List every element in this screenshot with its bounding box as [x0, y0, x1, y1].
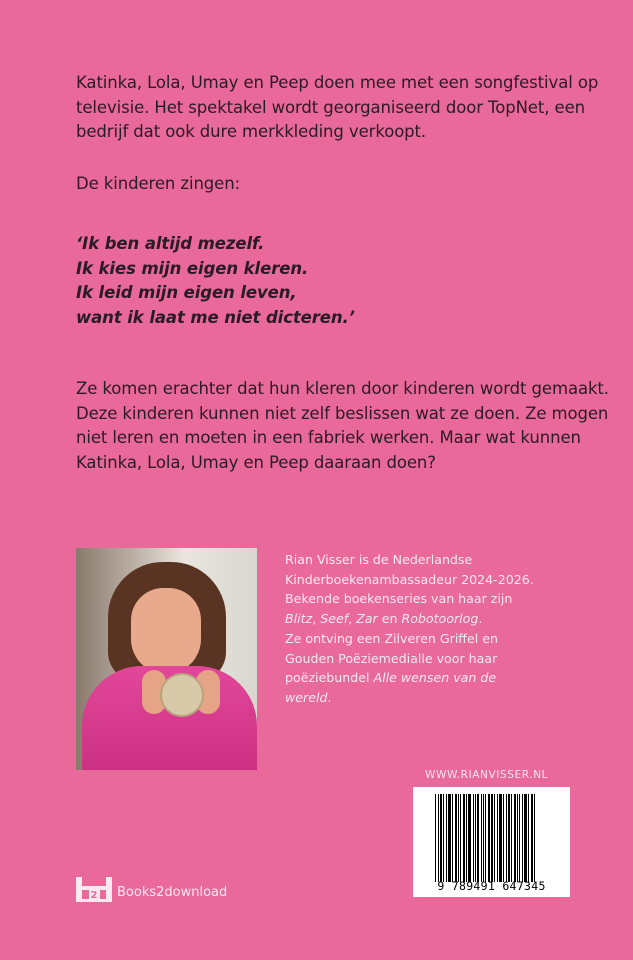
quote-line: Ik kies mijn eigen kleren.: [76, 258, 309, 278]
barcode-bar: [440, 794, 442, 882]
barcode-bar: [499, 794, 502, 882]
barcode-bar: [483, 794, 484, 882]
song-quote: [76, 232, 355, 330]
website-link[interactable]: WWW.RIANVISSER.NL: [425, 769, 549, 781]
barcode-bar: [458, 794, 459, 882]
barcode-bar: [519, 794, 520, 882]
blurb-intro: Katinka, Lola, Umay en Peep doen mee met een songfestival op televisie. Het spektakel wordt georganiseerd door TopNet, een bedrijf dat ook dure merkkleding verkoopt.: [76, 73, 599, 142]
blurb-closing: Ze komen erachter dat hun kleren door kinderen wordt gemaakt. Deze kinderen kunnen niet zelf beslissen wat ze doen. Ze mogen niet leren en moeten in een fabriek werken. Maar wat kunnen Katinka, Lola, Umay en Peep daaraan doen?: [76, 379, 609, 472]
barcode-bar: [443, 794, 444, 882]
barcode-bar: [524, 794, 527, 882]
barcode-bar: [448, 794, 451, 882]
barcode-bar: [473, 794, 474, 882]
barcode-bar: [466, 794, 467, 882]
medal: [160, 673, 204, 717]
barcode-bar: [514, 794, 516, 882]
barcode-bar: [522, 794, 523, 882]
publisher-logo: [76, 877, 227, 902]
barcode-bar: [481, 794, 482, 882]
b2d-logo-icon: [76, 877, 112, 902]
barcode-bar: [497, 794, 498, 882]
barcode-bar: [508, 794, 510, 882]
barcode-bar: [463, 794, 465, 882]
author-bio: Rian Visser is de Nederlandse Kinderboekenambassadeur 2024-2026. Bekende boekenseries van haar zijn Blitz, Seef, Zar en Robotoorlog. Ze ontving een Zilveren Griffel en Gouden Poëziemedialle voor haar poëziebundel Alle wensen van de wereld.: [285, 552, 534, 705]
barcode-bar: [468, 794, 471, 882]
quote-line: want ik laat me niet dicteren.’: [76, 307, 355, 327]
barcode-bar: [488, 794, 490, 882]
barcode-bar: [506, 794, 507, 882]
barcode-bar: [503, 794, 504, 882]
barcode-bar: [460, 794, 461, 882]
barcode-bar: [477, 794, 479, 882]
barcode-bar: [438, 794, 439, 882]
barcode-bar: [517, 794, 518, 882]
isbn-barcode: [413, 787, 570, 897]
barcode-bar: [491, 794, 493, 882]
barcode-bar: [435, 794, 436, 882]
isbn-number: 9 789491 647345: [437, 879, 546, 893]
publisher-name: Books2download: [117, 885, 228, 900]
barcode-bar: [534, 794, 535, 882]
barcode-bar: [452, 794, 453, 882]
author-photo: [76, 548, 257, 770]
barcode-bar: [446, 794, 447, 882]
barcode-bar: [455, 794, 457, 882]
barcode-bar: [485, 794, 486, 882]
barcode-bar: [494, 794, 495, 882]
svg-text:2: 2: [90, 890, 98, 901]
blurb-lead: De kinderen zingen:: [76, 174, 241, 193]
barcode-bar: [511, 794, 512, 882]
quote-line: ‘Ik ben altijd mezelf.: [76, 234, 265, 253]
barcode-bar: [528, 794, 529, 882]
quote-line: Ik leid mijn eigen leven,: [76, 283, 297, 303]
barcode-bar: [531, 794, 533, 882]
barcode-bar: [475, 794, 476, 882]
